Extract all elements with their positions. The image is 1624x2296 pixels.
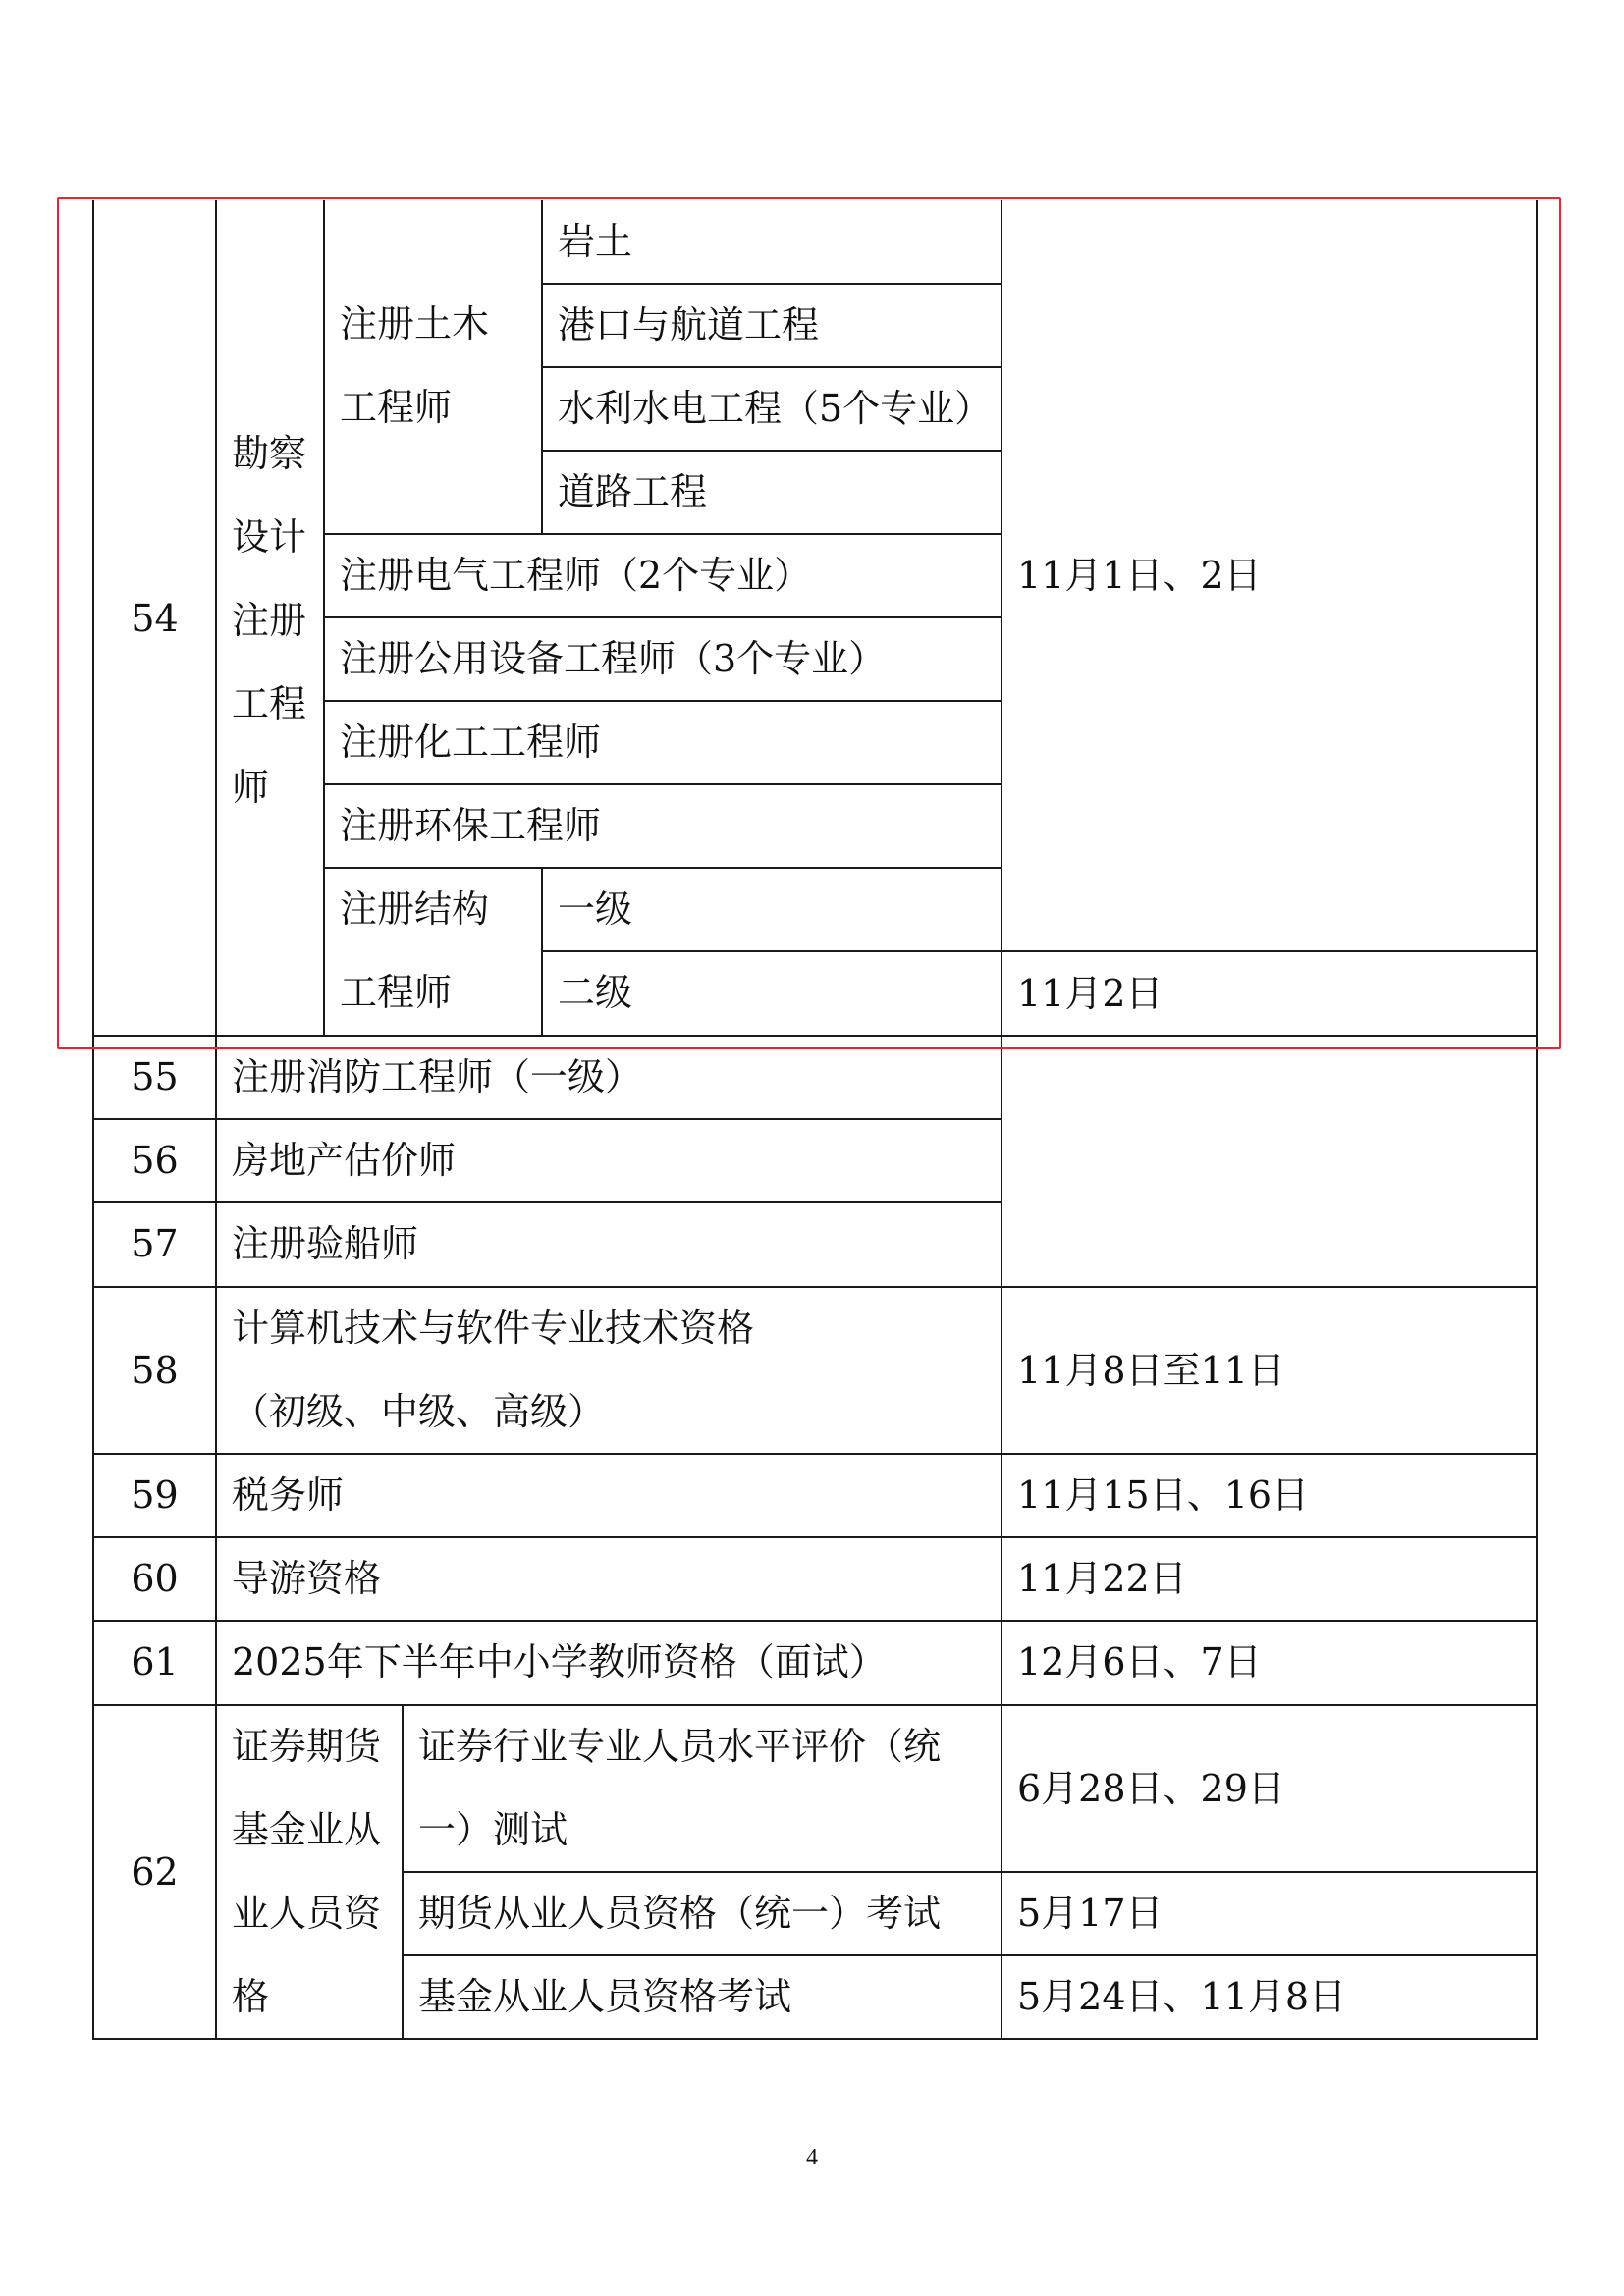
row-57-name: 注册验船师 — [232, 1222, 419, 1265]
electrical-engineer: 注册电气工程师（2个专业） — [340, 554, 812, 597]
civil-engineer-name: 注册土木 工程师 — [340, 302, 490, 429]
structural-level-1: 一级 — [558, 887, 633, 931]
row-54-number: 54 — [131, 597, 179, 640]
securities-test-date: 6月28日、29日 — [1017, 1766, 1285, 1810]
grid-line — [93, 1536, 1537, 1538]
row-60-number: 60 — [131, 1557, 179, 1600]
row-57-number: 57 — [131, 1222, 179, 1265]
row-59-name: 税务师 — [232, 1473, 345, 1517]
row-55-name: 注册消防工程师（一级） — [232, 1055, 643, 1098]
row-61-name: 2025年下半年中小学教师资格（面试） — [232, 1640, 887, 1683]
row-60-date: 11月22日 — [1017, 1557, 1187, 1600]
structural-engineer-name: 注册结构 工程师 — [340, 887, 490, 1014]
grid-line — [93, 1286, 1537, 1288]
row-62-category: 证券期货 基金业从 业人员资 格 — [232, 1725, 382, 2018]
highlight-box — [57, 197, 1561, 1049]
table-border-bottom — [93, 2038, 1538, 2040]
civil-sub-geotechnical: 岩土 — [558, 220, 633, 263]
environmental-engineer: 注册环保工程师 — [340, 804, 602, 847]
fund-exam-date: 5月24日、11月8日 — [1017, 1975, 1347, 2018]
row-58-date: 11月8日至11日 — [1017, 1348, 1285, 1392]
chemical-engineer: 注册化工工程师 — [340, 721, 602, 764]
grid-line — [93, 1118, 1001, 1120]
structural-level-2-date: 11月2日 — [1017, 971, 1164, 1015]
civil-sub-road: 道路工程 — [558, 470, 708, 513]
row-62-number: 62 — [131, 1849, 179, 1894]
civil-sub-hydro: 水利水电工程（5个专业） — [558, 387, 993, 430]
structural-level-2: 二级 — [558, 971, 633, 1014]
grid-line — [93, 1704, 1537, 1706]
grid-line — [403, 1871, 1537, 1873]
row-56-name: 房地产估价师 — [232, 1139, 457, 1182]
row-58-name: 计算机技术与软件专业技术资格 （初级、中级、高级） — [232, 1307, 755, 1433]
fund-exam-name: 基金从业人员资格考试 — [418, 1975, 792, 2018]
row-60-name: 导游资格 — [232, 1557, 382, 1600]
page-number: 4 — [806, 2145, 818, 2170]
row-56-number: 56 — [131, 1139, 179, 1182]
futures-exam-date: 5月17日 — [1017, 1892, 1164, 1935]
row-55-number: 55 — [131, 1055, 179, 1098]
grid-line — [93, 1453, 1537, 1455]
securities-test-name: 证券行业专业人员水平评价（统 一）测试 — [418, 1725, 942, 1851]
row-54-date: 11月1日、2日 — [1017, 554, 1262, 597]
row-54-category: 勘察 设计 注册 工程 师 — [232, 432, 307, 809]
row-59-date: 11月15日、16日 — [1017, 1473, 1310, 1517]
row-58-number: 58 — [131, 1348, 179, 1392]
row-61-number: 61 — [131, 1640, 179, 1683]
civil-sub-port: 港口与航道工程 — [558, 303, 820, 347]
row-59-number: 59 — [131, 1473, 179, 1517]
grid-line — [93, 1201, 1001, 1203]
row-61-date: 12月6日、7日 — [1017, 1640, 1262, 1683]
grid-line — [93, 1620, 1537, 1622]
utility-equipment-engineer: 注册公用设备工程师（3个专业） — [340, 637, 887, 680]
futures-exam-name: 期货从业人员资格（统一）考试 — [418, 1892, 942, 1935]
rows-55-57-date — [1001, 1036, 1538, 1287]
grid-line — [403, 1954, 1537, 1956]
